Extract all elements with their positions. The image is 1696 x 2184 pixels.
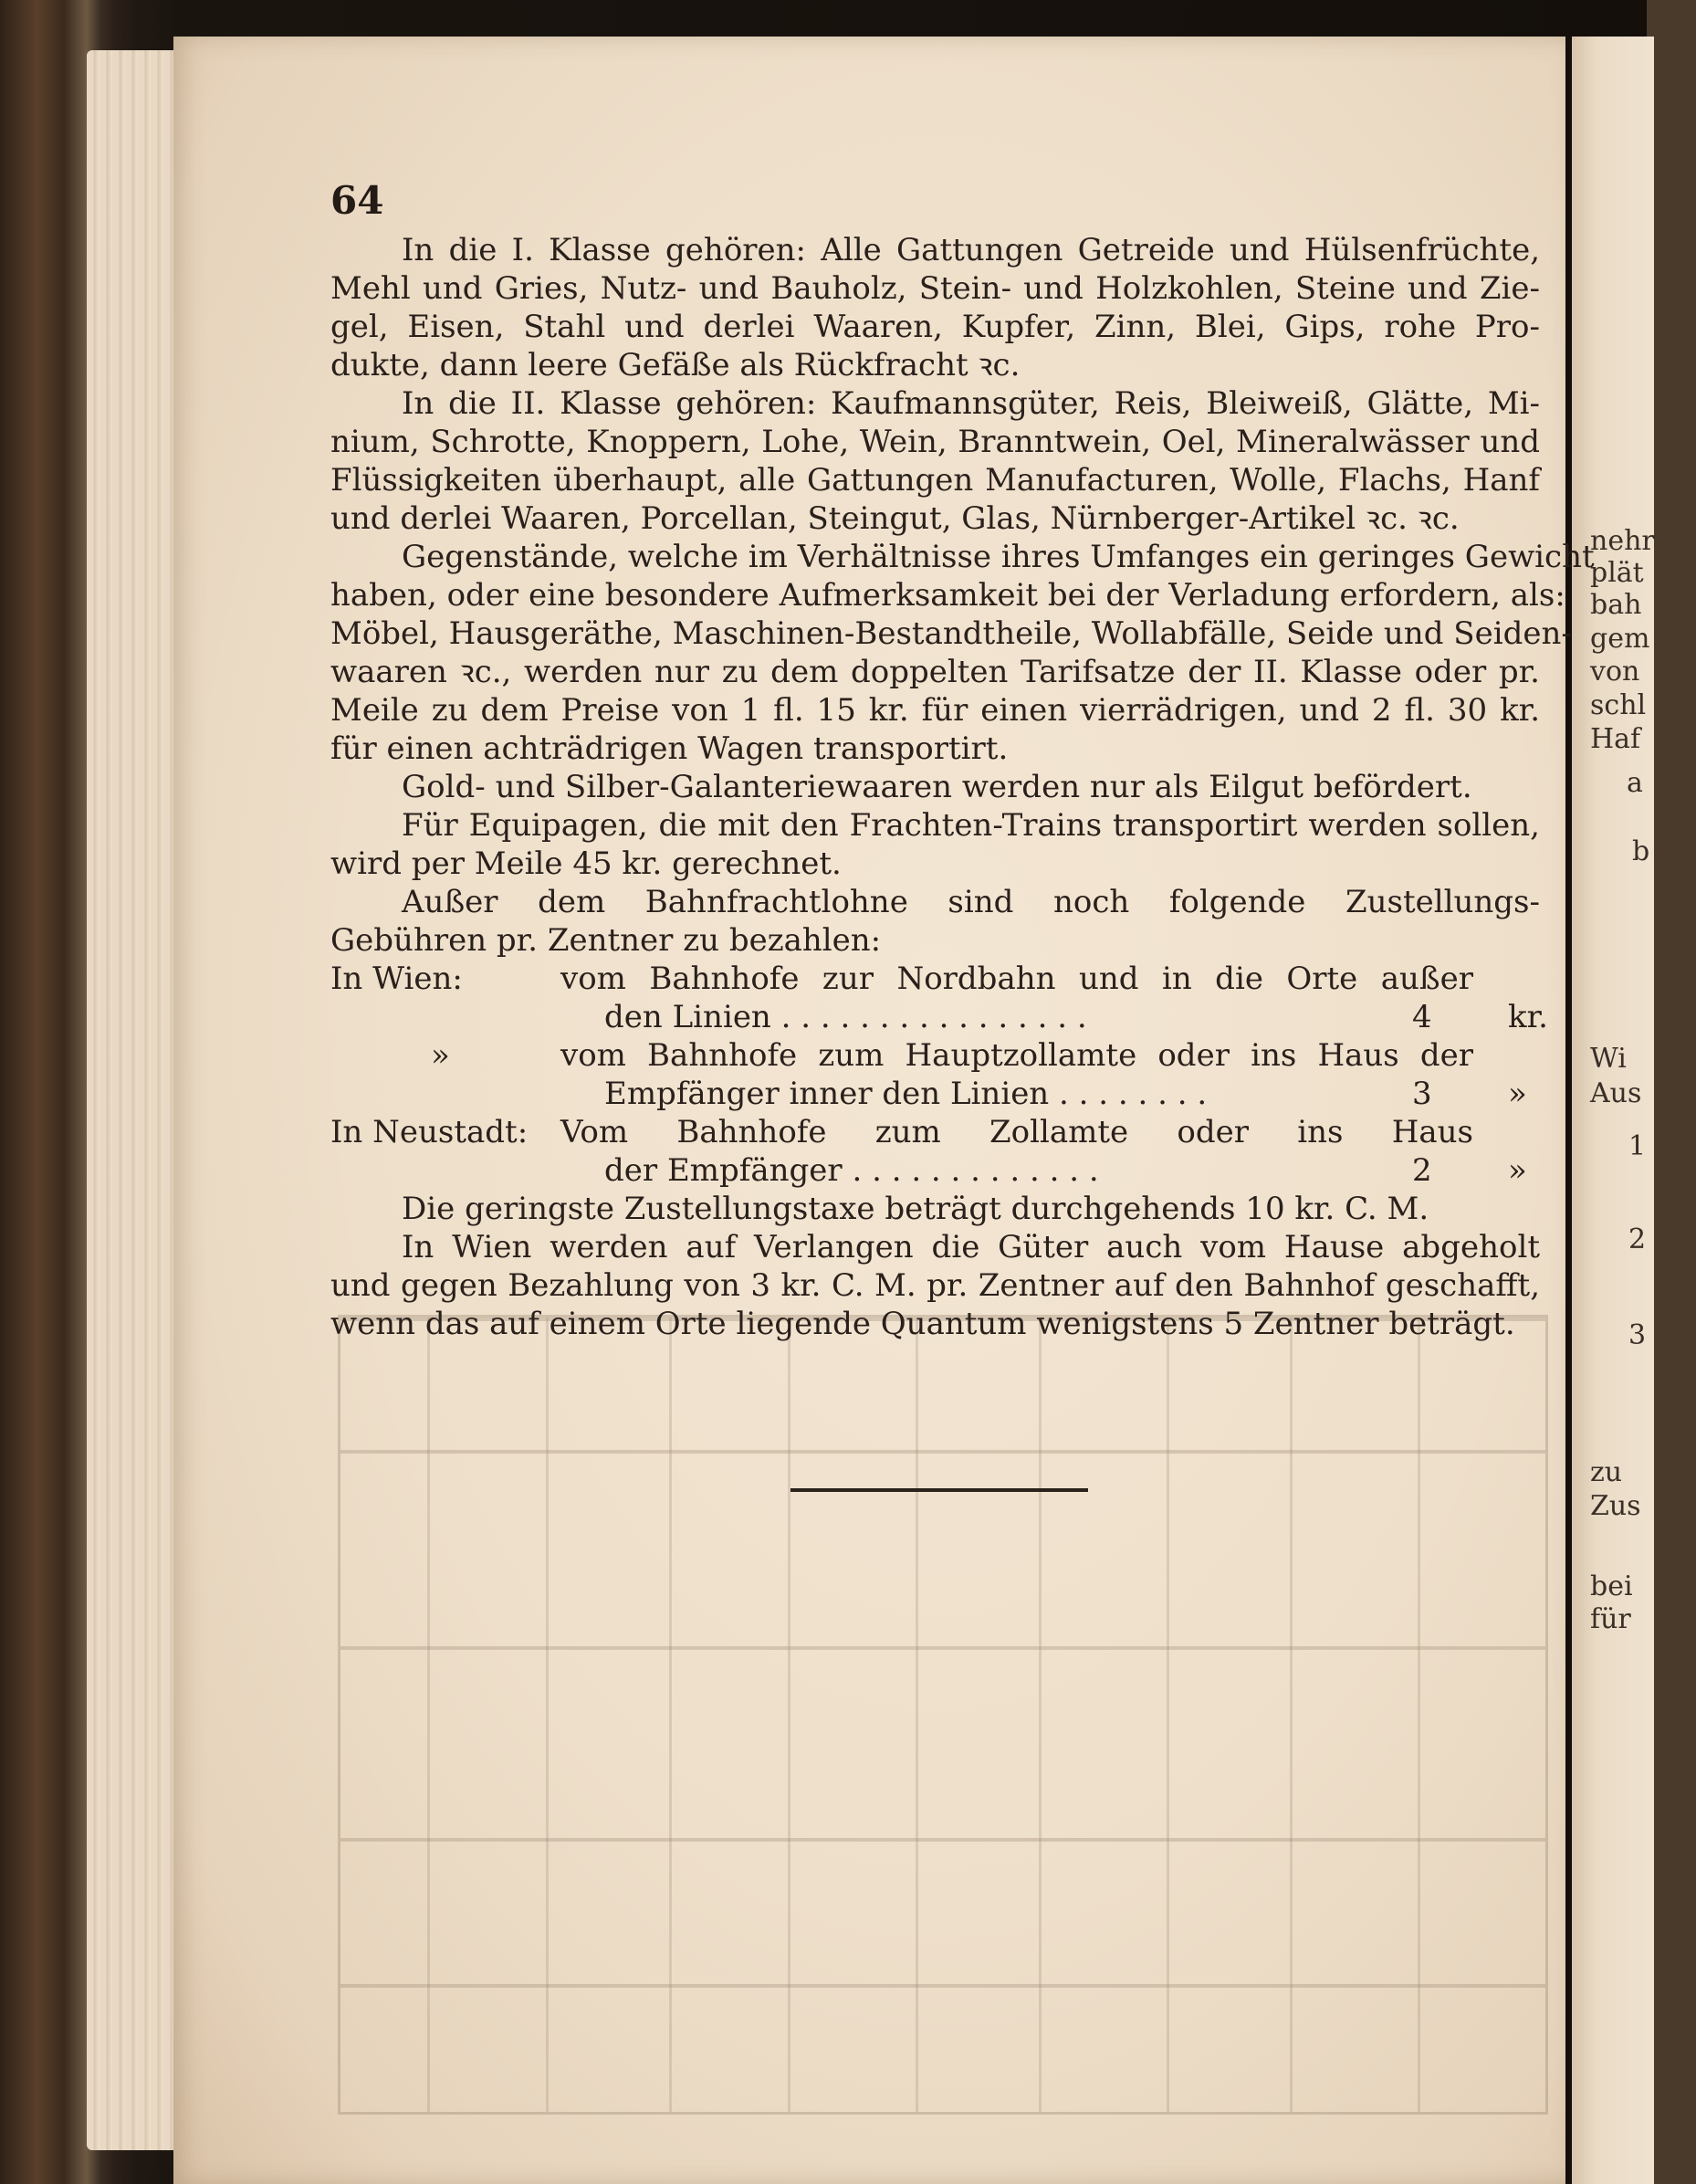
fragment-line: bah [1590, 589, 1642, 621]
fragment-line: plät [1590, 557, 1644, 589]
fragment-line: Wi [1590, 1043, 1627, 1075]
text-line: In die I. Klasse gehören: Alle Gattungen Getreide und Hülsenfrüchte, [402, 232, 1540, 268]
text-line: waaren ꝛc., werden nur zu dem doppelten Tarifsatze der II. Klasse oder pr. [330, 654, 1540, 690]
fragment-line: von [1590, 656, 1640, 688]
text-line: Außer dem Bahnfrachtlohne sind noch folgende Zustellungs- [402, 884, 1540, 920]
right-page-fragment [1572, 37, 1654, 2184]
fragment-line: zu [1590, 1456, 1623, 1488]
tariff-text: der Empfänger . . . . . . . . . . . . . [604, 1152, 1099, 1189]
fragment-line: nehr [1590, 525, 1655, 557]
tariff-text: Empfänger inner den Linien . . . . . . . . [604, 1076, 1208, 1112]
tariff-place: In Neustadt: [330, 1114, 529, 1150]
text-line: dukte, dann leere Gefäße als Rückfracht ꝛc. [330, 347, 1021, 383]
tariff-text: Vom Bahnhofe zum Zollamte oder ins Haus [560, 1114, 1473, 1150]
tariff-unit: kr. [1508, 999, 1548, 1035]
text-line: Flüssigkeiten überhaupt, alle Gattungen Manufacturen, Wolle, Flachs, Hanf [330, 462, 1540, 499]
fragment-line: Aus [1590, 1077, 1642, 1109]
tariff-place: In Wien: [330, 961, 463, 997]
tariff-row [330, 1036, 1540, 1075]
text-line: Gold- und Silber-Galanteriewaaren werden nur als Eilgut befördert. [402, 769, 1472, 805]
tariff-text: den Linien . . . . . . . . . . . . . . . . [604, 999, 1087, 1035]
text-line: wird per Meile 45 kr. gerechnet. [330, 845, 842, 882]
text-line: gel, Eisen, Stahl und derlei Waaren, Kupfer, Zinn, Blei, Gips, rohe Pro- [330, 309, 1540, 345]
section-rule [790, 1488, 1088, 1492]
text-line: und derlei Waaren, Porcellan, Steingut, Glas, Nürnberger-Artikel ꝛc. ꝛc. [330, 500, 1460, 537]
tariff-unit: » [1508, 1152, 1527, 1189]
tariff-amount: 3 [1412, 1076, 1432, 1112]
tariff-row [330, 998, 1548, 1036]
text-line: Meile zu dem Preise von 1 fl. 15 kr. für einen vierrädrigen, und 2 fl. 30 kr. [330, 692, 1540, 729]
text-line: haben, oder eine besondere Aufmerksamkeit bei der Verladung erfordern, als: [330, 577, 1565, 614]
fragment-line: b [1632, 835, 1650, 867]
fragment-line: Zus [1590, 1490, 1641, 1522]
text-line: für einen achträdrigen Wagen transportirt. [330, 730, 1009, 767]
tariff-row [330, 1151, 1540, 1190]
text-line: Möbel, Hausgeräthe, Maschinen-Bestandtheile, Wollabfälle, Seide und Seiden- [330, 615, 1572, 652]
fragment-line: 3 [1628, 1319, 1647, 1351]
tariff-row [330, 1075, 1540, 1113]
text-line: Mehl und Gries, Nutz- und Bauholz, Stein- und Holzkohlen, Steine und Zie- [330, 270, 1540, 307]
tariff-row [330, 1113, 1540, 1151]
fragment-line: a [1627, 767, 1643, 799]
text-line: nium, Schrotte, Knoppern, Lohe, Wein, Branntwein, Oel, Mineralwässer und [330, 424, 1540, 460]
tariff-unit: » [1508, 1076, 1527, 1112]
text-line: Gebühren pr. Zentner zu bezahlen: [330, 922, 882, 959]
text-line: wenn das auf einem Orte liegende Quantum wenigstens 5 Zentner beträgt. [330, 1306, 1515, 1342]
text-line: Gegenstände, welche im Verhältnisse ihres Umfanges ein geringes Gewicht [402, 539, 1595, 575]
fragment-line: für [1590, 1603, 1631, 1635]
fragment-line: 1 [1628, 1130, 1647, 1162]
tariff-text: vom Bahnhofe zur Nordbahn und in die Orte außer [560, 961, 1473, 997]
fragment-line: 2 [1628, 1223, 1647, 1255]
text-line: In die II. Klasse gehören: Kaufmannsgüter, Reis, Bleiweiß, Glätte, Mi- [402, 385, 1540, 422]
page-edges [87, 50, 183, 2150]
bleed-through-table [338, 1315, 1548, 2115]
tariff-row [330, 960, 1540, 998]
text-line: In Wien werden auf Verlangen die Güter auch vom Hause abgeholt [402, 1229, 1540, 1265]
tariff-text: vom Bahnhofe zum Hauptzollamte oder ins Haus der [560, 1037, 1473, 1074]
tariff-place: » [431, 1037, 450, 1074]
fragment-line: Haf [1590, 723, 1641, 755]
fragment-line: schl [1590, 689, 1647, 721]
tariff-amount: 4 [1412, 999, 1432, 1035]
fragment-line: gem [1590, 623, 1650, 655]
text-line: Für Equipagen, die mit den Frachten-Trains transportirt werden sollen, [402, 807, 1540, 844]
text-line: und gegen Bezahlung von 3 kr. C. M. pr. Zentner auf den Bahnhof geschafft, [330, 1267, 1540, 1304]
page-number: 64 [330, 178, 384, 223]
tariff-amount: 2 [1412, 1152, 1432, 1189]
text-line: Die geringste Zustellungstaxe beträgt durchgehends 10 kr. C. M. [402, 1191, 1429, 1227]
fragment-line: bei [1590, 1570, 1633, 1602]
